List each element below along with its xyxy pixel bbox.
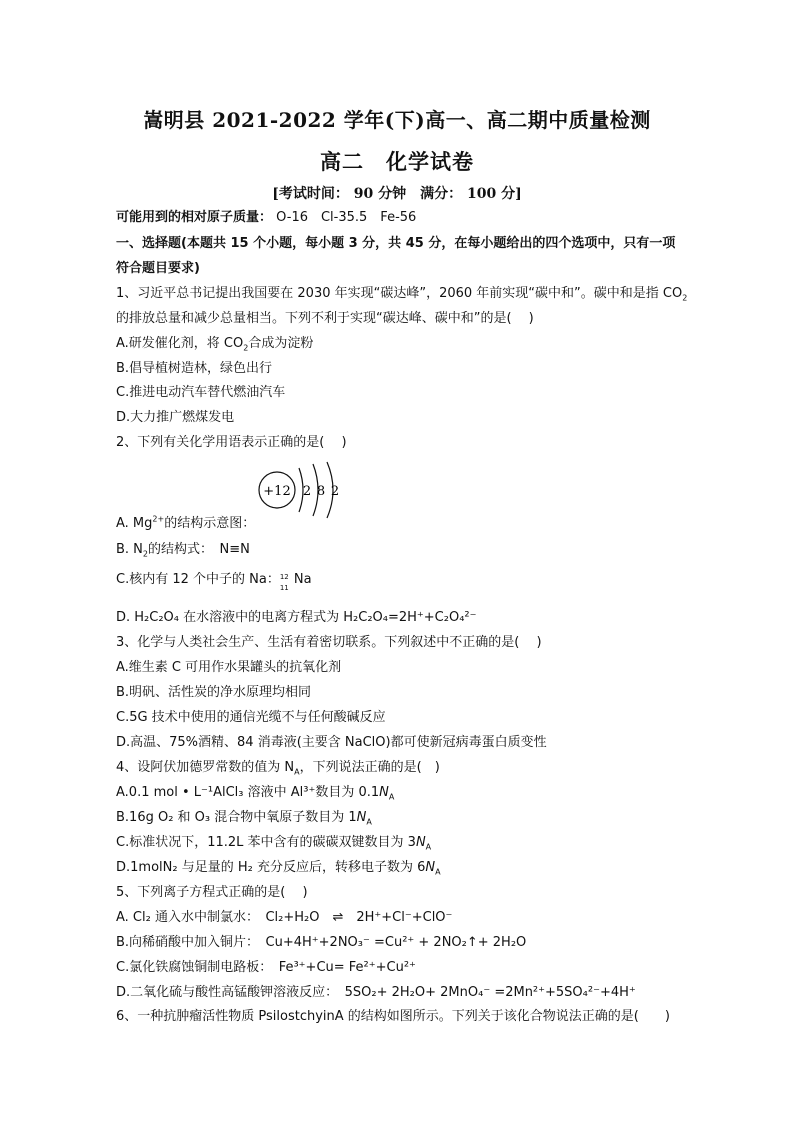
q1-option-a xyxy=(116,335,706,352)
atomic-masses-line xyxy=(116,209,706,226)
section1-heading-line2: 符合题目要求) xyxy=(116,261,200,276)
q4-stem-post: ，下列说法正确的是( ) xyxy=(299,760,440,775)
q4-a-na-sub: A xyxy=(388,792,395,802)
q3-option-c: C.5G 技术中使用的通信光缆不与任何酸碱反应 xyxy=(116,710,386,725)
q4-c-na-sub: A xyxy=(425,842,432,852)
q4-c-text: C.标准状况下，11.2L 苯中含有的碳碳双键数目为 3 xyxy=(116,835,416,850)
shell-electrons-2: 8 xyxy=(316,484,326,499)
q2-c-pre: C.核内有 12 个中子的 Na： xyxy=(116,572,280,587)
q5-stem: 5、下列离子方程式正确的是( ) xyxy=(116,885,308,900)
q2-a-sup: 2+ xyxy=(152,514,165,524)
q4-d-text: D.1molN₂ 与足量的 H₂ 充分反应后，转移电子数为 6 xyxy=(116,860,426,875)
q4-option-c xyxy=(116,834,706,851)
q6-stem: 6、一种抗肿瘤活性物质 PsilostchyinA 的结构如图所示。下列关于该化合物说法正确的是( ) xyxy=(116,1009,670,1024)
section1-heading-line1: 一、选择题(本题共 15 个小题，每小题 3 分，共 45 分，在每小题给出的四个选项中，只有一项 xyxy=(116,236,676,251)
q3-option-d: D.高温、75%酒精、84 消毒液(主要含 NaClO)都可使新冠病毒蛋白质变性 xyxy=(116,735,547,750)
nucleus-charge: +12 xyxy=(263,484,291,499)
q5-option-c: C.氯化铁腐蚀铜制电路板： Fe³⁺+Cu= Fe²⁺+Cu²⁺ xyxy=(116,960,416,975)
q5-option-b: B.向稀硝酸中加入铜片： Cu+4H⁺+2NO₃⁻ =Cu²⁺ + 2NO₂↑+ 2H₂O xyxy=(116,935,527,950)
q3-stem: 3、化学与人类社会生产、生活有着密切联系。下列叙述中不正确的是( ) xyxy=(116,635,542,650)
q1-stem-sub: 2 xyxy=(682,293,688,303)
atomic-masses-label: 可能用到的相对原子质量： xyxy=(116,210,273,225)
q1-a-post: 合成为淀粉 xyxy=(248,336,314,351)
shell-electrons-3: 2 xyxy=(330,484,340,499)
mg-ion-structure-diagram xyxy=(255,458,355,522)
q4-b-text: B.16g O₂ 和 O₃ 混合物中氧原子数目为 1 xyxy=(116,810,357,825)
q1-stem-line1 xyxy=(116,285,706,302)
q1-a-pre: A.研发催化剂，将 CO xyxy=(116,336,244,351)
exam-subtitle: 高二 化学试卷 xyxy=(320,149,474,174)
q2-option-d: D. H₂C₂O₄ 在水溶液中的电离方程式为 H₂C₂O₄=2H⁺+C₂O₄²⁻ xyxy=(116,610,477,625)
q4-stem xyxy=(116,759,706,776)
q3-option-a: A.维生素 C 可用作水果罐头的抗氧化剂 xyxy=(116,660,342,675)
q5-option-d: D.二氧化硫与酸性高锰酸钾溶液反应： 5SO₂+ 2H₂O+ 2MnO₄⁻ =2Mn²⁺+5SO₄²⁻+4H⁺ xyxy=(116,985,636,1000)
q2-stem: 2、下列有关化学用语表示正确的是( ) xyxy=(116,435,347,450)
q1-stem-text: 1、习近平总书记提出我国要在 2030 年实现“碳达峰”，2060 年前实现“碳中和”。碳中和是指 CO xyxy=(116,286,683,301)
q2-option-b xyxy=(116,541,706,558)
q4-option-d xyxy=(116,859,706,876)
nuclide-symbol: Na xyxy=(293,572,312,587)
q2-b-pre: B. N xyxy=(116,542,143,557)
nuclide-mass-number: 12 xyxy=(279,573,289,581)
q5-option-a: A. Cl₂ 通入水中制氯水： Cl₂+H₂O ⇌ 2H⁺+Cl⁻+ClO⁻ xyxy=(116,910,453,925)
exam-title: 嵩明县 2021-2022 学年(下)高一、高二期中质量检测 xyxy=(143,108,651,132)
q4-option-b xyxy=(116,809,706,826)
q3-option-b: B.明矾、活性炭的净水原理均相同 xyxy=(116,685,312,700)
q4-stem-text: 4、设阿伏加德罗常数的值为 N xyxy=(116,760,295,775)
nuclide-notation xyxy=(279,571,294,592)
q2-b-post: 的结构式： N≡N xyxy=(148,542,250,557)
atomic-masses-values: O-16 Cl-35.5 Fe-56 xyxy=(276,210,417,225)
q1-option-c: C.推进电动汽车替代燃油汽车 xyxy=(116,385,286,400)
q4-c-na: N xyxy=(415,835,426,850)
q2-option-a xyxy=(116,515,706,532)
q1-option-d: D.大力推广燃煤发电 xyxy=(116,410,235,425)
nuclide-atomic-number: 11 xyxy=(279,584,289,592)
exam-info: [考试时间： 90 分钟 满分： 100 分] xyxy=(272,186,522,202)
q4-a-text: A.0.1 mol • L⁻¹AlCl₃ 溶液中 Al³⁺数目为 0.1 xyxy=(116,785,380,800)
q4-d-na-sub: A xyxy=(435,867,441,877)
q1-stem-line2: 的排放总量和减少总量相当。下列不利于实现“碳达峰、碳中和”的是( ) xyxy=(116,311,534,326)
q2-option-c xyxy=(116,571,706,592)
q4-a-na: N xyxy=(379,785,389,800)
q1-option-b: B.倡导植树造林，绿色出行 xyxy=(116,361,273,376)
q2-b-sub: 2 xyxy=(142,549,149,559)
q1-a-sub: 2 xyxy=(243,343,249,353)
shell-electrons-1: 2 xyxy=(302,484,312,499)
q4-option-a xyxy=(116,784,706,801)
q2-a-post: 的结构示意图： xyxy=(164,516,256,531)
q4-d-na: N xyxy=(425,860,436,875)
q4-stem-sub: A xyxy=(294,767,300,777)
q4-b-na: N xyxy=(356,810,367,825)
q2-a-pre: A. Mg xyxy=(116,516,153,531)
q4-b-na-sub: A xyxy=(366,817,372,827)
